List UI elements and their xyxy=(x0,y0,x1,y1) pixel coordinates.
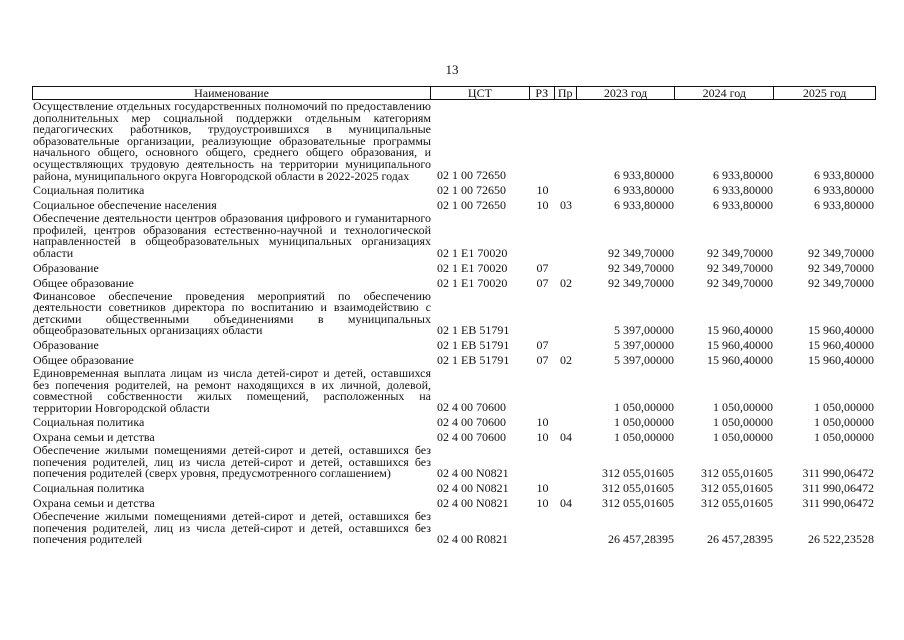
header-2025: 2025 год xyxy=(802,86,847,100)
row-name: Социальное обеспечение населения xyxy=(33,198,217,213)
row-value-2024: 312 055,01605 xyxy=(701,496,773,511)
row-pr: 02 xyxy=(560,275,572,290)
row-value-2023: 5 397,00000 xyxy=(614,322,674,337)
row-value-2023: 92 349,70000 xyxy=(608,245,674,260)
row-value-2025: 6 933,80000 xyxy=(814,168,874,183)
row-rz: 10 xyxy=(536,496,549,511)
row-cst: 02 1 00 72650 xyxy=(437,198,506,213)
row-value-2023: 1 050,00000 xyxy=(614,430,674,445)
row-value-2023: 26 457,28395 xyxy=(608,531,674,546)
row-value-2023: 6 933,80000 xyxy=(614,183,674,198)
row-value-2023: 5 397,00000 xyxy=(614,352,674,367)
table-row xyxy=(33,365,876,415)
row-value-2025: 311 990,06472 xyxy=(802,466,874,481)
row-rz: 10 xyxy=(536,183,549,198)
row-value-2024: 92 349,70000 xyxy=(707,245,773,260)
row-rz: 07 xyxy=(536,352,549,367)
row-name: Обеспечение жилыми помещениями детей-сирот и детей, оставшихся без попечения родителей, лиц из числа детей-сирот и детей, оставшихся без попечения родителей (сверх уровня, предусмотренного соглашением) xyxy=(33,443,431,481)
table-header xyxy=(32,86,876,100)
row-cst: 02 4 00 70600 xyxy=(437,415,506,430)
row-cst: 02 1 EB 51791 xyxy=(437,337,510,352)
row-value-2024: 15 960,40000 xyxy=(707,352,773,367)
row-cst: 02 4 00 70600 xyxy=(437,430,506,445)
row-name: Обеспечение жилыми помещениями детей-сирот и детей, оставшихся без попечения родителей, лиц из числа детей-сирот и детей, оставшихся без попечения родителей xyxy=(33,509,431,547)
table-row xyxy=(33,213,876,260)
row-pr: 04 xyxy=(560,430,572,445)
row-name: Единовременная выплата лицам из числа детей-сирот и детей, оставшихся без попечения родителей, на ремонт находящихся в их личной, долевой, совместной собственности жилых помещений, расположенных на территории Новгородской области xyxy=(33,365,431,415)
header-2023: 2023 год xyxy=(577,87,676,99)
row-cst: 02 1 EB 51791 xyxy=(437,352,510,367)
row-value-2024: 15 960,40000 xyxy=(707,322,773,337)
row-value-2023: 5 397,00000 xyxy=(614,337,674,352)
row-value-2024: 312 055,01605 xyxy=(701,481,773,496)
row-value-2024: 6 933,80000 xyxy=(713,168,773,183)
row-name: Образование xyxy=(33,260,99,275)
row-cst: 02 1 E1 70020 xyxy=(437,275,508,290)
row-name: Социальная политика xyxy=(33,183,145,198)
table-row xyxy=(33,261,876,276)
header-pr: Пр xyxy=(555,87,577,99)
header-rz: РЗ xyxy=(530,87,555,99)
row-value-2025: 15 960,40000 xyxy=(808,337,874,352)
row-rz: 10 xyxy=(536,430,549,445)
row-value-2023: 1 050,00000 xyxy=(614,415,674,430)
row-value-2024: 6 933,80000 xyxy=(713,198,773,213)
row-cst: 02 4 00 70600 xyxy=(437,400,506,415)
row-name: Обеспечение деятельности центров образования цифрового и гуманитарного профилей, центров образования естественно-научной и технологической направленностей в общеобразовательных муниципальных организациях области xyxy=(33,211,431,260)
row-cst: 02 4 00 N0821 xyxy=(437,466,509,481)
row-cst: 02 1 00 72650 xyxy=(437,168,506,183)
row-value-2024: 1 050,00000 xyxy=(713,400,773,415)
row-name: Охрана семьи и детства xyxy=(33,430,155,445)
row-cst: 02 1 00 72650 xyxy=(437,183,506,198)
row-cst: 02 1 E1 70020 xyxy=(437,260,508,275)
row-value-2025: 311 990,06472 xyxy=(802,496,874,511)
row-value-2025: 92 349,70000 xyxy=(808,275,874,290)
row-value-2024: 26 457,28395 xyxy=(707,531,773,546)
row-cst: 02 1 E1 70020 xyxy=(437,245,508,260)
row-rz: 07 xyxy=(536,337,549,352)
row-value-2025: 1 050,00000 xyxy=(814,400,874,415)
row-value-2025: 1 050,00000 xyxy=(814,415,874,430)
row-value-2025: 92 349,70000 xyxy=(808,245,874,260)
row-name: Социальная политика xyxy=(33,481,145,496)
row-value-2025: 92 349,70000 xyxy=(808,260,874,275)
row-value-2024: 1 050,00000 xyxy=(713,430,773,445)
row-value-2025: 15 960,40000 xyxy=(808,352,874,367)
table-row xyxy=(33,338,876,353)
table-row xyxy=(33,481,876,496)
row-rz: 07 xyxy=(536,275,549,290)
row-value-2025: 26 522,23528 xyxy=(808,531,874,546)
row-cst: 02 4 00 N0821 xyxy=(437,496,509,511)
row-cst: 02 4 00 N0821 xyxy=(437,481,509,496)
page-number: 13 xyxy=(445,62,459,77)
table-row xyxy=(33,415,876,430)
row-value-2023: 92 349,70000 xyxy=(608,275,674,290)
row-value-2023: 312 055,01605 xyxy=(602,481,674,496)
row-value-2025: 1 050,00000 xyxy=(814,430,874,445)
row-value-2024: 6 933,80000 xyxy=(713,183,773,198)
table-row xyxy=(33,101,876,183)
row-pr: 03 xyxy=(560,198,572,213)
row-value-2023: 6 933,80000 xyxy=(614,168,674,183)
row-name: Осуществление отдельных государственных полномочий по предоставлению дополнительных мер социальной поддержки отдельным категориям педагогических работников, трудоустроившихся в муниципальные образовательные организации, реализующие образовательные программы начального общего, основного общего, среднего общего образования, и осуществляющих трудовую деятельность на территории муниципального района, муниципального округа Новгородской области в 2022-2025 годах xyxy=(33,99,431,183)
row-name: Охрана семьи и детства xyxy=(33,496,155,511)
row-rz: 10 xyxy=(536,481,549,496)
row-cst: 02 1 EB 51791 xyxy=(437,322,510,337)
row-value-2024: 92 349,70000 xyxy=(707,260,773,275)
row-value-2025: 6 933,80000 xyxy=(814,198,874,213)
row-value-2024: 15 960,40000 xyxy=(707,337,773,352)
row-value-2025: 15 960,40000 xyxy=(808,322,874,337)
row-rz: 10 xyxy=(536,415,549,430)
header-2024: 2024 год xyxy=(675,87,774,99)
row-rz: 10 xyxy=(536,198,549,213)
row-value-2023: 312 055,01605 xyxy=(602,466,674,481)
row-rz: 07 xyxy=(536,260,549,275)
row-value-2023: 1 050,00000 xyxy=(614,400,674,415)
row-name: Общее образование xyxy=(33,352,134,367)
row-name: Образование xyxy=(33,337,99,352)
header-name: Наименование xyxy=(33,87,431,99)
row-value-2024: 92 349,70000 xyxy=(707,275,773,290)
table-row xyxy=(33,445,876,481)
table-row xyxy=(33,288,876,338)
row-value-2024: 312 055,01605 xyxy=(701,466,773,481)
row-value-2025: 311 990,06472 xyxy=(802,481,874,496)
row-name: Общее образование xyxy=(33,275,134,290)
table-row xyxy=(33,511,876,547)
table-body xyxy=(33,101,876,547)
row-cst: 02 4 00 R0821 xyxy=(437,531,509,546)
row-value-2024: 1 050,00000 xyxy=(713,415,773,430)
row-pr: 04 xyxy=(560,496,572,511)
row-value-2025: 6 933,80000 xyxy=(814,183,874,198)
table-row xyxy=(33,183,876,198)
row-value-2023: 92 349,70000 xyxy=(608,260,674,275)
header-cst: ЦСТ xyxy=(431,87,530,99)
row-value-2023: 6 933,80000 xyxy=(614,198,674,213)
row-name: Финансовое обеспечение проведения мероприятий по обеспечению деятельности советников директора по воспитанию и взаимодействию с детскими общественными объединениями в муниципальных общеобразовательных организациях области xyxy=(33,288,431,338)
row-value-2023: 312 055,01605 xyxy=(602,496,674,511)
row-pr: 02 xyxy=(560,352,572,367)
row-name: Социальная политика xyxy=(33,415,145,430)
